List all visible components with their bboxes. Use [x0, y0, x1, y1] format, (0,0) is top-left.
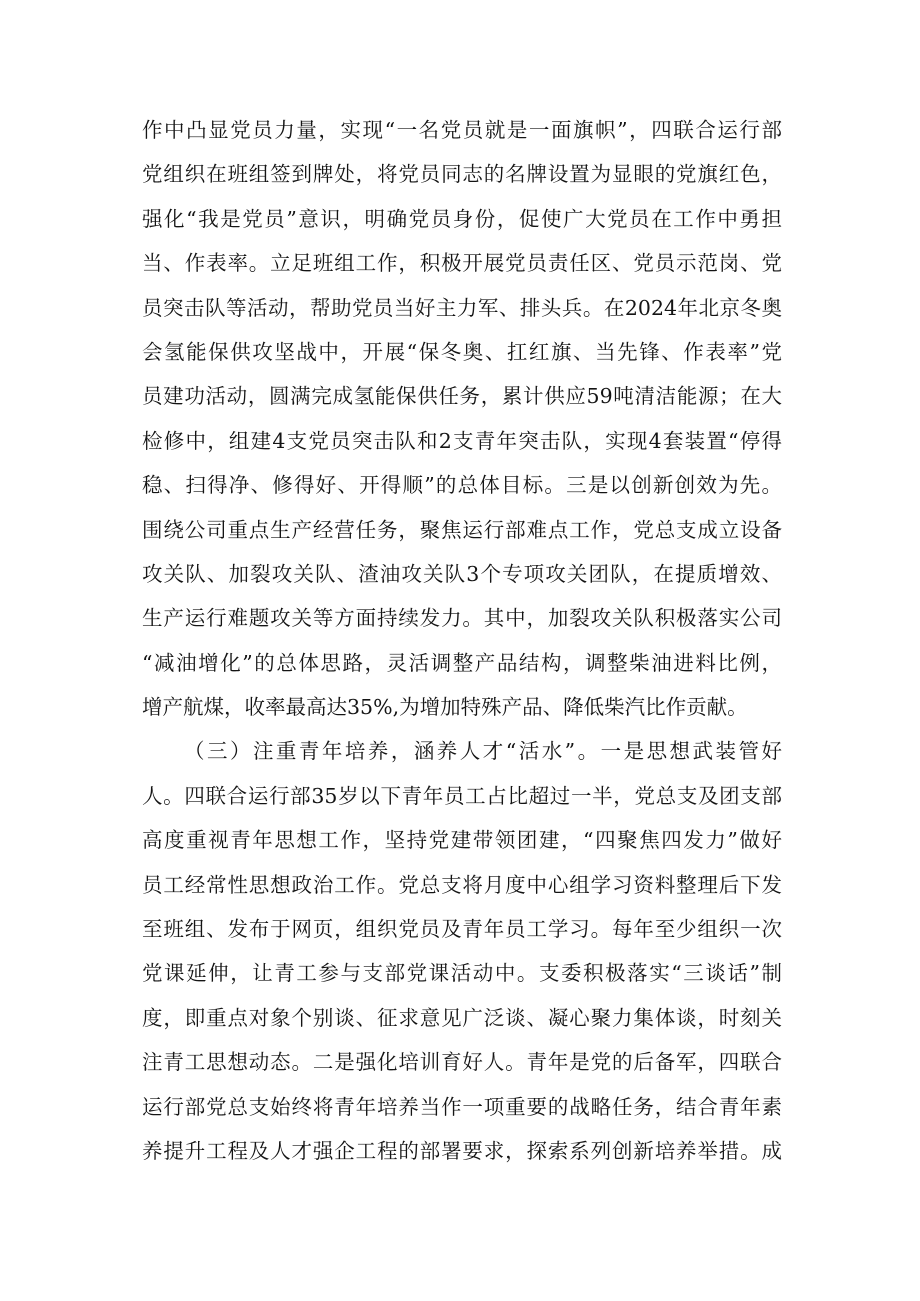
text-line: 检修中，组建4支党员突击队和2支青年突击队，实现4套装置“停得 [142, 428, 782, 453]
text-line: 作中凸显党员力量，实现“一名党员就是一面旗帜”，四联合运行部 [142, 118, 782, 142]
text-line: 养提升工程及人才强企工程的部署要求，探索系列创新培养举措。成 [142, 1138, 782, 1163]
text-line: 围绕公司重点生产经营任务，聚焦运行部难点工作，党总支成立设备 [142, 517, 782, 542]
text-line: 运行部党总支始终将青年培养当作一项重要的战略任务，结合青年素 [142, 1094, 782, 1119]
text-line: 人。四联合运行部35岁以下青年员工占比超过一半，党总支及团支部 [142, 783, 782, 808]
text-line: 攻关队、加裂攻关队、渣油攻关队3个专项攻关团队，在提质增效、 [142, 561, 782, 586]
section-heading-line: （三）注重青年培养，涵养人才“活水”。一是思想武装管好 [184, 739, 782, 764]
text-line: 注青工思想动态。二是强化培训育好人。青年是党的后备军，四联合 [142, 1050, 782, 1075]
text-line: 高度重视青年思想工作，坚持党建带领团建，“四聚焦四发力”做好 [142, 828, 782, 853]
text-line: 员工经常性思想政治工作。党总支将月度中心组学习资料整理后下发 [142, 872, 782, 897]
text-line: 员建功活动，圆满完成氢能保供任务，累计供应59吨清洁能源；在大 [142, 384, 782, 409]
body-text [142, 108, 782, 1173]
text-line: “减油增化”的总体思路，灵活调整产品结构，调整柴油进料比例， [142, 650, 782, 675]
text-line: 党课延伸，让青工参与支部党课活动中。支委积极落实“三谈话”制 [142, 961, 782, 986]
text-line: 生产运行难题攻关等方面持续发力。其中，加裂攻关队积极落实公司 [142, 606, 782, 631]
text-line: 强化“我是党员”意识，明确党员身份，促使广大党员在工作中勇担 [142, 206, 782, 231]
text-line: 党组织在班组签到牌处，将党员同志的名牌设置为显眼的党旗红色， [142, 162, 782, 187]
text-line: 当、作表率。立足班组工作，积极开展党员责任区、党员示范岗、党 [142, 251, 782, 276]
text-line: 增产航煤，收率最高达35%,为增加特殊产品、降低柴汽比作贡献。 [142, 695, 748, 720]
text-line: 度，即重点对象个别谈、征求意见广泛谈、凝心聚力集体谈，时刻关 [142, 1005, 782, 1030]
text-line: 员突击队等活动，帮助党员当好主力军、排头兵。在2024年北京冬奥 [142, 295, 782, 320]
text-line: 会氢能保供攻坚战中，开展“保冬奥、扛红旗、当先锋、作表率”党 [142, 339, 782, 364]
text-line: 稳、扫得净、修得好、开得顺”的总体目标。三是以创新创效为先。 [142, 473, 782, 498]
text-line: 至班组、发布于网页，组织党员及青年员工学习。每年至少组织一次 [142, 917, 782, 942]
